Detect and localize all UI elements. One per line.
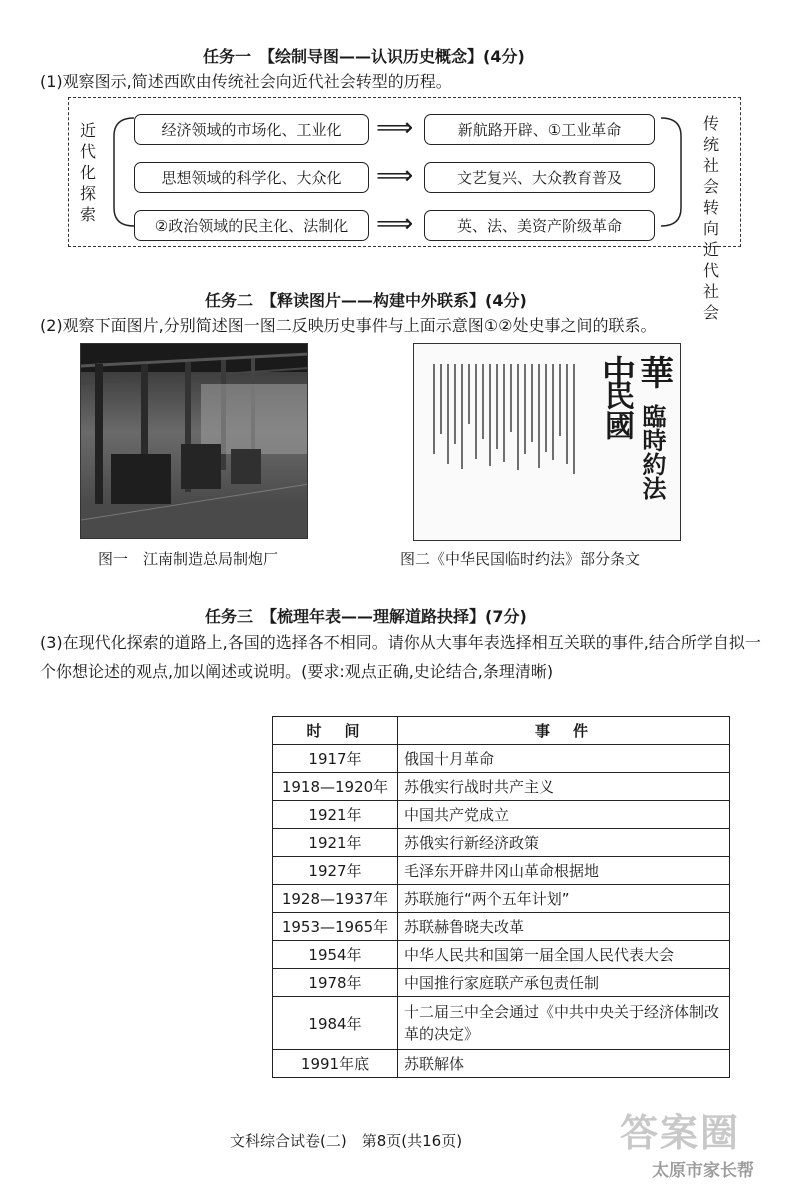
- table-row: [273, 1050, 730, 1078]
- figure2-constitution-image: [413, 343, 681, 541]
- table-header-time: 时 间: [273, 717, 398, 745]
- diagram-left-label: 近代化探索: [79, 121, 96, 224]
- table-cell-time: 1921年: [273, 801, 398, 829]
- right-bracket: [655, 112, 695, 232]
- table-cell-event: 苏联赫鲁晓夫改革: [398, 913, 730, 941]
- table-cell-time: 1978年: [273, 969, 398, 997]
- task1-question: (1)观察图示,简述西欧由传统社会向近代社会转型的历程。: [40, 72, 452, 91]
- diagram-right-box-3: 英、法、美资产阶级革命: [424, 210, 655, 241]
- diagram-left-box-3: ②政治领域的民主化、法制化: [134, 210, 369, 241]
- table-cell-event: 苏联解体: [398, 1050, 730, 1078]
- table-cell-time: 1921年: [273, 829, 398, 857]
- table-row: [273, 941, 730, 969]
- events-table: [272, 716, 730, 1078]
- figure2-caption: 图二《中华民国临时约法》部分条文: [400, 550, 641, 568]
- table-row: [273, 801, 730, 829]
- table-cell-time: 1918—1920年: [273, 773, 398, 801]
- diagram-left-box-1: 经济领域的市场化、工业化: [134, 114, 369, 145]
- table-row: [273, 773, 730, 801]
- task3-title: 任务三 【梳理年表——理解道路抉择】(7分): [205, 607, 527, 626]
- table-cell-event: 毛泽东开辟井冈山革命根据地: [398, 857, 730, 885]
- task3-question: (3)在现代化探索的道路上,各国的选择各不相同。请你从大事年表选择相互关联的事件,结合所学自拟一个你想论述的观点,加以阐述或说明。(要求:观点正确,史论结合,条理清晰): [40, 633, 761, 681]
- table-cell-time: 1984年: [273, 997, 398, 1050]
- arrow-right-icon: ⟹: [376, 209, 414, 239]
- table-header-row: [273, 717, 730, 745]
- table-row: [273, 745, 730, 773]
- diagram-left-box-2: 思想领域的科学化、大众化: [134, 162, 369, 193]
- arrow-right-icon: ⟹: [376, 161, 414, 191]
- constitution-headline-2: 民國: [599, 380, 634, 440]
- watermark-logo: 答案圈: [620, 1111, 741, 1155]
- table-header-event: 事 件: [398, 717, 730, 745]
- table-cell-time: 1991年底: [273, 1050, 398, 1078]
- table-cell-time: 1954年: [273, 941, 398, 969]
- table-cell-event: 苏联施行“两个五年计划”: [398, 885, 730, 913]
- watermark-text: 太原市家长帮: [652, 1161, 754, 1181]
- table-cell-event: 中华人民共和国第一届全国人民代表大会: [398, 941, 730, 969]
- table-row: [273, 997, 730, 1050]
- table-cell-event: 十二届三中全会通过《中共中央关于经济体制改革的决定》: [398, 997, 730, 1050]
- constitution-headline-3: 臨時約法: [638, 404, 667, 500]
- figure1-factory-photo: [80, 343, 308, 539]
- figure1-caption: 图一 江南制造总局制炮厂: [98, 550, 279, 568]
- table-cell-time: 1928—1937年: [273, 885, 398, 913]
- diagram-right-label: 传统社会转向近代社会: [702, 114, 719, 322]
- table-row: [273, 913, 730, 941]
- table-cell-event: 苏俄实行战时共产主义: [398, 773, 730, 801]
- table-row: [273, 857, 730, 885]
- constitution-headline-1: 中華: [602, 354, 678, 394]
- arrow-right-icon: ⟹: [376, 113, 414, 143]
- factory-photo-image: [81, 344, 308, 539]
- page-footer: 文科综合试卷(二) 第8页(共16页): [230, 1132, 463, 1150]
- table-row: [273, 829, 730, 857]
- table-row: [273, 885, 730, 913]
- table-row: [273, 969, 730, 997]
- table-cell-event: 俄国十月革命: [398, 745, 730, 773]
- task1-title: 任务一 【绘制导图——认识历史概念】(4分): [203, 47, 525, 66]
- diagram-right-box-2: 文艺复兴、大众教育普及: [424, 162, 655, 193]
- table-cell-event: 中国共产党成立: [398, 801, 730, 829]
- table-cell-time: 1927年: [273, 857, 398, 885]
- table-cell-time: 1953—1965年: [273, 913, 398, 941]
- diagram-right-box-1: 新航路开辟、①工业革命: [424, 114, 655, 145]
- table-cell-time: 1917年: [273, 745, 398, 773]
- task2-title: 任务二 【释读图片——构建中外联系】(4分): [205, 291, 527, 310]
- table-cell-event: 苏俄实行新经济政策: [398, 829, 730, 857]
- task2-question: (2)观察下面图片,分别简述图一图二反映历史事件与上面示意图①②处史事之间的联系。: [40, 316, 657, 335]
- table-cell-event: 中国推行家庭联产承包责任制: [398, 969, 730, 997]
